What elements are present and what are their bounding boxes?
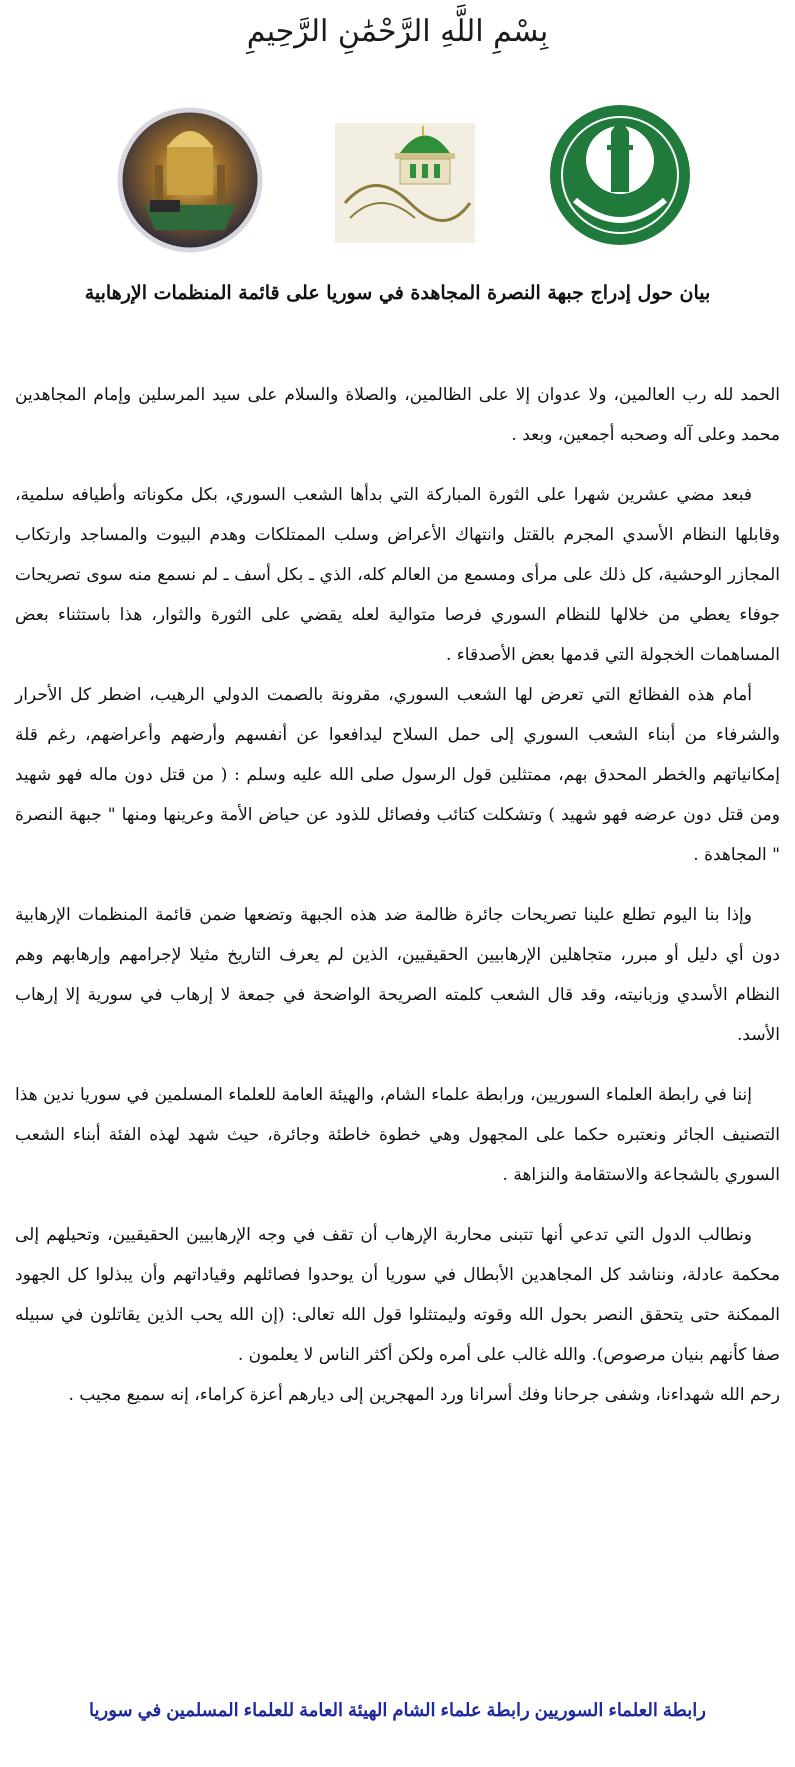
basmala-calligraphy: بِسْمِ اللَّهِ الرَّحْمَٰنِ الرَّحِيمِ	[246, 14, 549, 49]
dome-emblem-icon	[330, 108, 480, 258]
paragraph-opening: الحمد لله رب العالمين، ولا عدوان إلا على الظالمين، والصلاة والسلام على سيد المرسلين وإمام المجاهدين محمد وعلى آله وصحبه أجمعين، وبعد .	[15, 385, 780, 445]
paragraph-demands: ونطالب الدول التي تدعي أنها تتبنى محاربة الإرهاب أن تقف في وجه الإرهابيين الحقيقيين، وتحيلهم إلى محكمة عادلة، ونناشد كل المجاهدين الأبطال في سوريا أن يوحدوا فصائلهم وقياداتهم وأن يبذلوا كل الجهود الممكنة حتى يتحقق النصر بحول الله وقوته وليمتثلوا قول الله تعالى: (إن الله يحب الذين يقاتلون في سبيله صفا كأنهم بنيان مرصوص). والله غالب على أمره ولكن أكثر الناس لا يعلمون .	[15, 1225, 780, 1365]
paragraph-atrocities: أمام هذه الفظائع التي تعرض لها الشعب السوري، مقرونة بالصمت الدولي الرهيب، اضطر كل الأحرار والشرفاء من أبناء الشعب السوري إلى حمل السلاح ليدافعوا عن أنفسهم وأرضهم وأعراضهم، رغم قلة إمكانياتهم والخطر المحدق بهم، ممتثلين قول الرسول صلى الله عليه وسلم : ( من قتل دون ماله فهو شهيد ومن قتل دون عرضه فهو شهيد ) وتشكلت كتائب وفصائل للذود عن حياض الأمة وعرينها ومنها " جبهة النصرة " المجاهدة .	[15, 685, 780, 865]
statement-title: بيان حول إدراج جبهة النصرة المجاهدة في سوريا على قائمة المنظمات الإرهابية	[84, 282, 711, 304]
sham-scholars-logo	[330, 108, 480, 258]
paragraph-revolution: فبعد مضي عشرين شهرا على الثورة المباركة التي بدأها الشعب السوري، بكل مكوناته وأطيافه سلمية، وقابلها النظام الأسدي المجرم بالقتل وانتهاك الأعراض وسلب الممتلكات وهدم البيوت والمساجد وارتكاب المجازر الوحشية، كل ذلك على مرأى ومسمع من العالم كله، الذي ـ بكل أسف ـ لم نسمع منه سوى تصريحات جوفاء يعطي من خلالها للنظام السوري فرصا متوالية لعله يقضي على الثورة والثوار، هذا باستثناء بعض المساهمات الخجولة التي قدمها بعض الأصدقاء .	[15, 485, 780, 665]
mosque-emblem-icon	[115, 105, 265, 255]
minaret-emblem-icon	[545, 100, 695, 250]
statement-body	[15, 375, 780, 1415]
paragraph-prayer: رحم الله شهداءنا، وشفى جرحانا وفك أسرانا ورد المهجرين إلى ديارهم أعزة كراماء، إنه سميع مجيب .	[68, 1385, 780, 1405]
signatories-footer: رابطة العلماء السوريين رابطة علماء الشام الهيئة العامة للعلماء المسلمين في سوريا	[89, 1700, 706, 1720]
mosque-photo-logo	[115, 105, 265, 255]
syrian-scholars-logo	[545, 100, 695, 250]
paragraph-accusations: وإذا بنا اليوم تطلع علينا تصريحات جائرة ظالمة ضد هذه الجبهة وتضعها ضمن قائمة المنظمات الإرهابية دون أي دليل أو مبرر، متجاهلين الإرهابيين الحقيقيين، الذين لم يعرف التاريخ مثيلا لإجرامهم وإرهابهم وهم النظام الأسدي وزبانيته، وقد قال الشعب كلمته الصريحة الواضحة في جمعة لا إرهاب في سورية إلا إرهاب الأسد.	[15, 905, 780, 1045]
paragraph-condemnation: إننا في رابطة العلماء السوريين، ورابطة علماء الشام، والهيئة العامة للعلماء المسلمين في سوريا ندين هذا التصنيف الجائر ونعتبره حكما على المجهول وهي خطوة خاطئة وجائرة، حيث شهد لهذه الفئة أبناء الشعب السوري بالشجاعة والاستقامة والنزاهة .	[15, 1085, 780, 1185]
logos-row	[0, 100, 795, 250]
